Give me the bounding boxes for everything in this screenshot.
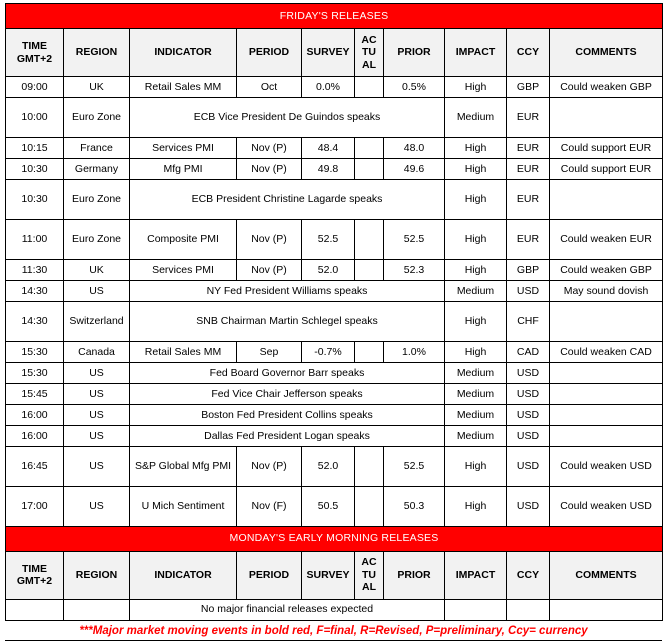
economic-calendar-table <box>5 3 663 527</box>
calendar-body <box>6 4 663 527</box>
cell-ccy: USD <box>507 384 550 405</box>
cell-time: 15:30 <box>6 363 64 384</box>
cell-event-description: Fed Board Governor Barr speaks <box>130 363 445 384</box>
cell-period: Sep <box>237 342 302 363</box>
cell-time: 11:00 <box>6 220 64 260</box>
column-header-time-line2: GMT+2 <box>16 575 53 587</box>
cell-comments <box>550 426 663 447</box>
table-row <box>6 180 663 220</box>
cell-region: US <box>64 384 130 405</box>
table-row <box>6 405 663 426</box>
table-row <box>6 384 663 405</box>
table-row <box>6 487 663 527</box>
cell-period: Nov (P) <box>237 447 302 487</box>
cell-event-description: ECB President Christine Lagarde speaks <box>130 180 445 220</box>
column-header-time-line2: GMT+2 <box>16 52 53 65</box>
cell-region: US <box>64 363 130 384</box>
cell-time: 11:30 <box>6 260 64 281</box>
cell-ccy: EUR <box>507 98 550 138</box>
column-header-impact: IMPACT <box>445 29 507 77</box>
cell-comments: Could weaken GBP <box>550 77 663 98</box>
cell-impact: High <box>445 342 507 363</box>
column-header-time <box>6 551 64 599</box>
column-header-actual-line1: AC <box>361 33 377 46</box>
cell-comments: May sound dovish <box>550 281 663 302</box>
cell-prior: 48.0 <box>384 138 445 159</box>
monday-empty-row <box>6 599 663 620</box>
cell-time: 14:30 <box>6 281 64 302</box>
column-header-region: REGION <box>64 29 130 77</box>
cell-comments: Could support EUR <box>550 159 663 180</box>
cell-indicator: S&P Global Mfg PMI <box>130 447 237 487</box>
cell-impact: High <box>445 447 507 487</box>
cell-time: 16:00 <box>6 405 64 426</box>
cell-time: 16:45 <box>6 447 64 487</box>
cell-period: Nov (P) <box>237 220 302 260</box>
cell-time: 10:30 <box>6 159 64 180</box>
cell-ccy: USD <box>507 363 550 384</box>
cell-comments <box>550 405 663 426</box>
cell-region: Euro Zone <box>64 220 130 260</box>
cell-actual <box>355 342 384 363</box>
table-row <box>6 281 663 302</box>
table-row <box>6 363 663 384</box>
cell-prior: 50.3 <box>384 487 445 527</box>
column-header-actual-line2: TU <box>362 46 376 59</box>
friday-header-row <box>6 29 663 77</box>
cell-period: Nov (P) <box>237 159 302 180</box>
table-row <box>6 138 663 159</box>
cell-region: Switzerland <box>64 302 130 342</box>
cell-indicator: Retail Sales MM <box>130 77 237 98</box>
cell-region: Euro Zone <box>64 180 130 220</box>
column-header-indicator: INDICATOR <box>130 29 237 77</box>
column-header-ccy: CCY <box>507 551 550 599</box>
cell-impact: Medium <box>445 426 507 447</box>
cell-time: 15:30 <box>6 342 64 363</box>
table-row <box>6 260 663 281</box>
column-header-time-line1: TIME <box>21 40 48 53</box>
cell-survey: 48.4 <box>302 138 355 159</box>
cell-event-description: SNB Chairman Martin Schlegel speaks <box>130 302 445 342</box>
cell-actual <box>355 447 384 487</box>
cell-survey: -0.7% <box>302 342 355 363</box>
column-header-period: PERIOD <box>237 551 302 599</box>
cell-survey: 0.0% <box>302 77 355 98</box>
cell-region: Canada <box>64 342 130 363</box>
cell-time: 14:30 <box>6 302 64 342</box>
cell-impact: High <box>445 180 507 220</box>
cell-ccy: EUR <box>507 138 550 159</box>
cell-ccy: EUR <box>507 180 550 220</box>
table-row <box>6 447 663 487</box>
cell-region: Germany <box>64 159 130 180</box>
cell-region: France <box>64 138 130 159</box>
cell-indicator: Composite PMI <box>130 220 237 260</box>
cell-survey: 52.0 <box>302 447 355 487</box>
cell-time: 17:00 <box>6 487 64 527</box>
cell-region: US <box>64 487 130 527</box>
table-row <box>6 98 663 138</box>
cell-indicator: U Mich Sentiment <box>130 487 237 527</box>
cell-actual <box>355 77 384 98</box>
cell-time: 10:30 <box>6 180 64 220</box>
cell-region: US <box>64 405 130 426</box>
cell-ccy: EUR <box>507 220 550 260</box>
cell-comments <box>550 363 663 384</box>
column-header-time-line1: TIME <box>21 562 48 575</box>
monday-calendar-table <box>5 526 663 621</box>
column-header-actual <box>355 29 384 77</box>
column-header-prior: PRIOR <box>384 29 445 77</box>
cell-prior: 1.0% <box>384 342 445 363</box>
cell-comments: Could support EUR <box>550 138 663 159</box>
column-header-actual-line3: AL <box>362 58 376 71</box>
table-row <box>6 342 663 363</box>
column-header-actual-line3: AL <box>362 581 376 594</box>
column-header-region: REGION <box>64 551 130 599</box>
cell-period: Oct <box>237 77 302 98</box>
column-header-time <box>6 29 64 77</box>
cell-period: Nov (P) <box>237 138 302 159</box>
cell-ccy: GBP <box>507 260 550 281</box>
cell-ccy: USD <box>507 281 550 302</box>
cell-survey: 52.5 <box>302 220 355 260</box>
cell-impact: High <box>445 77 507 98</box>
monday-section-title: MONDAY'S EARLY MORNING RELEASES <box>6 526 663 551</box>
cell-time: 10:15 <box>6 138 64 159</box>
cell-prior: 52.5 <box>384 447 445 487</box>
cell-indicator: Services PMI <box>130 260 237 281</box>
cell-comments <box>550 180 663 220</box>
column-header-actual-line1: AC <box>361 556 377 569</box>
cell-ccy: GBP <box>507 77 550 98</box>
cell-ccy: USD <box>507 447 550 487</box>
cell-actual <box>355 138 384 159</box>
column-header-comments: COMMENTS <box>550 29 663 77</box>
monday-section-title-row <box>6 526 663 551</box>
cell-ccy: CHF <box>507 302 550 342</box>
cell-impact: Medium <box>445 405 507 426</box>
cell-indicator: Mfg PMI <box>130 159 237 180</box>
cell-prior: 52.5 <box>384 220 445 260</box>
cell-actual <box>355 159 384 180</box>
cell-impact: Medium <box>445 363 507 384</box>
cell-region: UK <box>64 260 130 281</box>
cell-prior: 49.6 <box>384 159 445 180</box>
cell-time: 15:45 <box>6 384 64 405</box>
column-header-actual-line2: TU <box>362 568 376 581</box>
cell-comments: Could weaken CAD <box>550 342 663 363</box>
cell-event-description: Boston Fed President Collins speaks <box>130 405 445 426</box>
column-header-period: PERIOD <box>237 29 302 77</box>
cell-impact: Medium <box>445 98 507 138</box>
table-row <box>6 159 663 180</box>
cell-time <box>6 599 64 620</box>
cell-comments <box>550 98 663 138</box>
cell-prior: 52.3 <box>384 260 445 281</box>
cell-ccy: USD <box>507 426 550 447</box>
cell-ccy: CAD <box>507 342 550 363</box>
monday-calendar-body <box>6 526 663 620</box>
table-row <box>6 302 663 342</box>
cell-indicator: Services PMI <box>130 138 237 159</box>
cell-time: 09:00 <box>6 77 64 98</box>
cell-region: US <box>64 447 130 487</box>
cell-survey: 50.5 <box>302 487 355 527</box>
cell-comments <box>550 302 663 342</box>
cell-comments: Could weaken GBP <box>550 260 663 281</box>
legend-footnote: ***Major market moving events in bold red, F=final, R=Revised, P=preliminary, Ccy= currency <box>5 621 662 641</box>
table-row <box>6 220 663 260</box>
cell-survey: 52.0 <box>302 260 355 281</box>
cell-ccy: USD <box>507 405 550 426</box>
cell-period: Nov (P) <box>237 260 302 281</box>
column-header-ccy: CCY <box>507 29 550 77</box>
cell-impact: Medium <box>445 281 507 302</box>
cell-survey: 49.8 <box>302 159 355 180</box>
cell-ccy: EUR <box>507 159 550 180</box>
friday-section-title: FRIDAY'S RELEASES <box>6 4 663 29</box>
cell-impact: High <box>445 220 507 260</box>
cell-region: US <box>64 281 130 302</box>
cell-ccy <box>507 599 550 620</box>
cell-impact: High <box>445 138 507 159</box>
column-header-impact: IMPACT <box>445 551 507 599</box>
cell-actual <box>355 487 384 527</box>
cell-impact: High <box>445 260 507 281</box>
cell-event-description: NY Fed President Williams speaks <box>130 281 445 302</box>
cell-impact: High <box>445 159 507 180</box>
column-header-survey: SURVEY <box>302 551 355 599</box>
table-row <box>6 426 663 447</box>
cell-actual <box>355 220 384 260</box>
column-header-survey: SURVEY <box>302 29 355 77</box>
cell-region: UK <box>64 77 130 98</box>
cell-comments: Could weaken USD <box>550 447 663 487</box>
cell-time: 10:00 <box>6 98 64 138</box>
cell-indicator: Retail Sales MM <box>130 342 237 363</box>
column-header-indicator: INDICATOR <box>130 551 237 599</box>
cell-time: 16:00 <box>6 426 64 447</box>
cell-region <box>64 599 130 620</box>
cell-ccy: USD <box>507 487 550 527</box>
cell-region: Euro Zone <box>64 98 130 138</box>
cell-region: US <box>64 426 130 447</box>
cell-impact: Medium <box>445 384 507 405</box>
cell-event-description: ECB Vice President De Guindos speaks <box>130 98 445 138</box>
cell-period: Nov (F) <box>237 487 302 527</box>
column-header-actual <box>355 551 384 599</box>
cell-comments <box>550 599 663 620</box>
monday-header-row <box>6 551 663 599</box>
monday-empty-note: No major financial releases expected <box>130 599 445 620</box>
table-row <box>6 77 663 98</box>
cell-comments: Could weaken USD <box>550 487 663 527</box>
cell-impact <box>445 599 507 620</box>
friday-section-title-row <box>6 4 663 29</box>
cell-impact: High <box>445 302 507 342</box>
cell-comments <box>550 384 663 405</box>
column-header-prior: PRIOR <box>384 551 445 599</box>
cell-prior: 0.5% <box>384 77 445 98</box>
column-header-comments: COMMENTS <box>550 551 663 599</box>
cell-event-description: Dallas Fed President Logan speaks <box>130 426 445 447</box>
cell-event-description: Fed Vice Chair Jefferson speaks <box>130 384 445 405</box>
cell-impact: High <box>445 487 507 527</box>
cell-comments: Could weaken EUR <box>550 220 663 260</box>
cell-actual <box>355 260 384 281</box>
